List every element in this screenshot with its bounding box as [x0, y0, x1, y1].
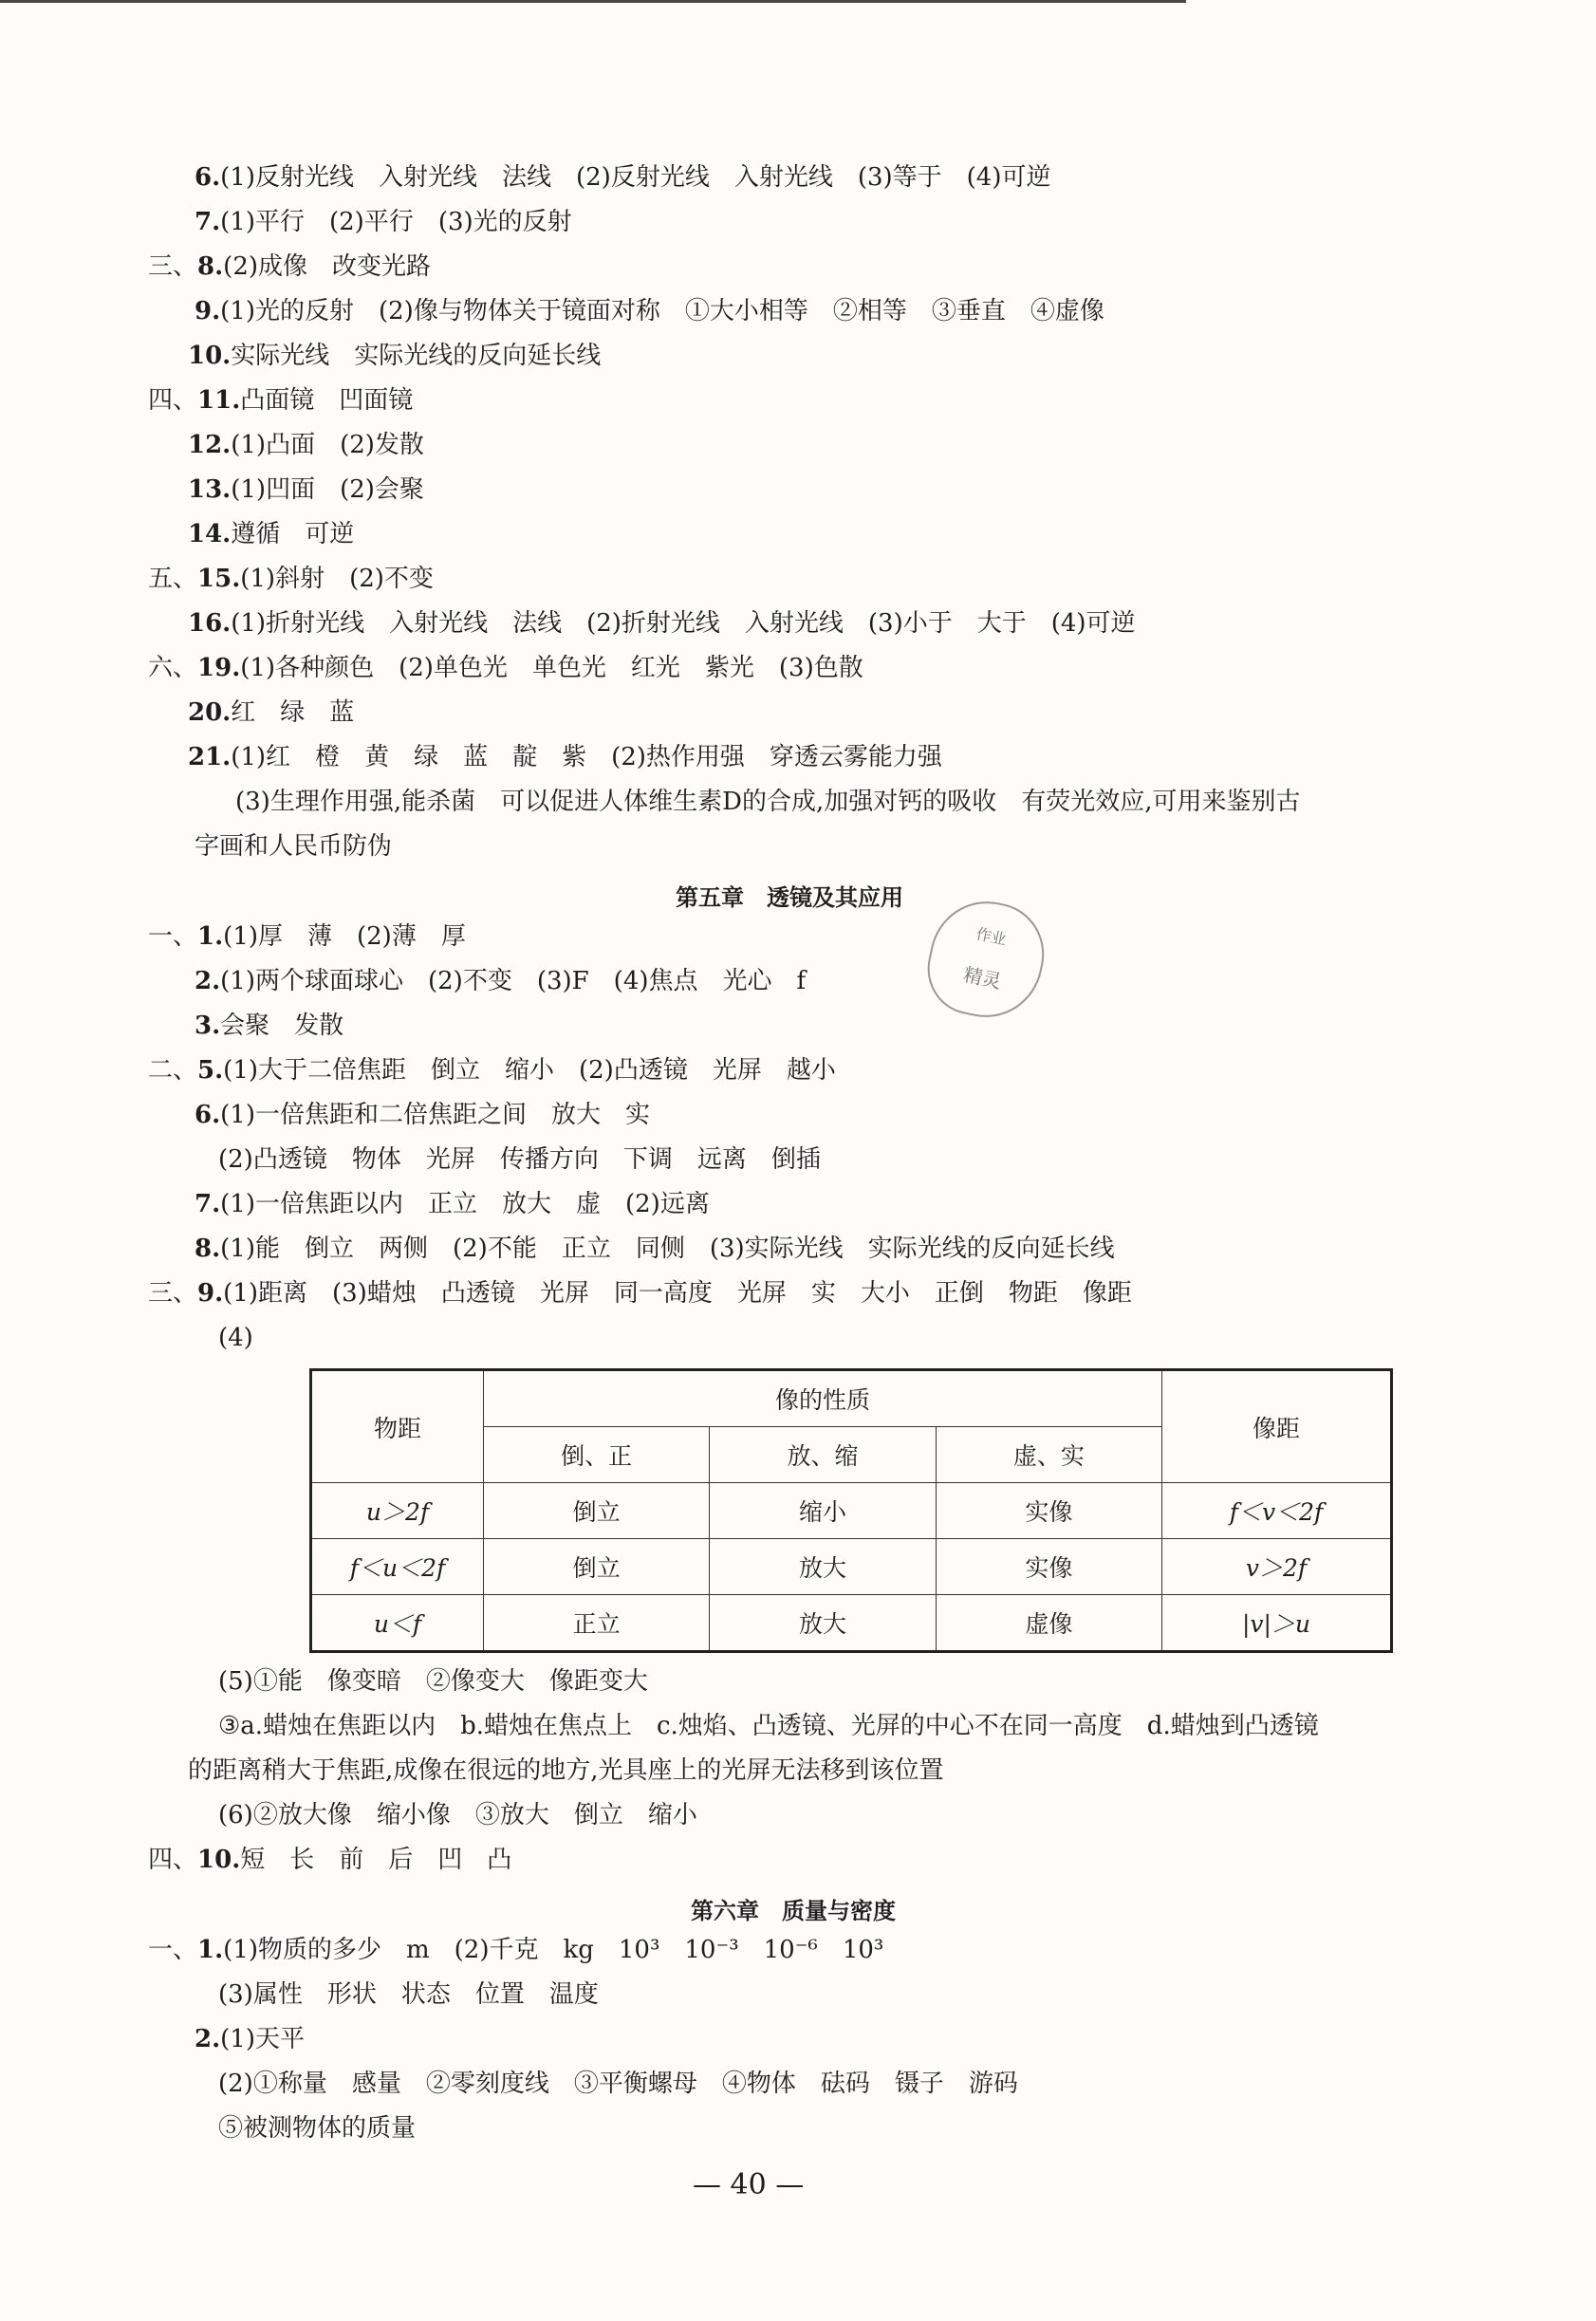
table-cell: u＜f	[311, 1595, 484, 1652]
answer-line: (4)	[218, 1324, 253, 1352]
answer-line: 四、11.凸面镜 凹面镜	[148, 386, 414, 415]
answer-line: 2.(1)天平	[195, 2025, 305, 2053]
table-cell: 缩小	[710, 1483, 936, 1539]
answer-line: 6.(1)一倍焦距和二倍焦距之间 放大 实	[195, 1101, 650, 1129]
table-cell: 正立	[484, 1595, 710, 1652]
table-cell: f＜v＜2f	[1162, 1483, 1392, 1539]
answer-line: 7.(1)平行 (2)平行 (3)光的反射	[195, 208, 572, 236]
table-subheader: 虚、实	[936, 1427, 1161, 1483]
answer-line: 字画和人民币防伪	[195, 832, 393, 861]
chapter6-title: 第六章 质量与密度	[691, 1898, 896, 1924]
page-number: — 40 —	[693, 2168, 805, 2201]
stamp-text: 作业	[974, 924, 1009, 949]
answer-line: (2)凸透镜 物体 光屏 传播方向 下调 远离 倒插	[218, 1145, 821, 1174]
table-cell: 放大	[710, 1539, 936, 1595]
table-header: 像距	[1162, 1370, 1392, 1483]
answer-line: 三、9.(1)距离 (3)蜡烛 凸透镜 光屏 同一高度 光屏 实 大小 正倒 物距 像距	[148, 1279, 1132, 1308]
answer-line: 14.遵循 可逆	[188, 520, 355, 548]
table-header: 像的性质	[484, 1370, 1162, 1427]
answer-line: (3)生理作用强,能杀菌 可以促进人体维生素D的合成,加强对钙的吸收 有荧光效应,可用来鉴别古	[235, 788, 1301, 816]
answer-line: 四、10.短 长 前 后 凹 凸	[148, 1846, 512, 1874]
table-cell: 虚像	[936, 1595, 1161, 1652]
answer-line: 21.(1)红 橙 黄 绿 蓝 靛 紫 (2)热作用强 穿透云雾能力强	[188, 743, 942, 771]
table-row	[311, 1595, 1392, 1652]
table-cell: 实像	[936, 1539, 1161, 1595]
table-row	[311, 1483, 1392, 1539]
table-header: 物距	[311, 1370, 484, 1483]
table-cell: 倒立	[484, 1539, 710, 1595]
table-cell: |v|＞u	[1162, 1595, 1392, 1652]
table-cell: f＜u＜2f	[311, 1539, 484, 1595]
chapter5-title: 第五章 透镜及其应用	[676, 884, 903, 911]
table-cell: 倒立	[484, 1483, 710, 1539]
seal-stamp	[919, 891, 1054, 1028]
answer-line: 7.(1)一倍焦距以内 正立 放大 虚 (2)远离	[195, 1190, 710, 1218]
stamp-text: 精灵	[961, 962, 1004, 993]
answer-line: 6.(1)反射光线 入射光线 法线 (2)反射光线 入射光线 (3)等于 (4)可逆	[195, 163, 1051, 192]
answer-line: 五、15.(1)斜射 (2)不变	[148, 565, 434, 593]
answer-line: 2.(1)两个球面球心 (2)不变 (3)F (4)焦点 光心 f	[195, 967, 807, 995]
table-cell: u＞2f	[311, 1483, 484, 1539]
table-cell: 实像	[936, 1483, 1161, 1539]
table-row	[311, 1539, 1392, 1595]
image-properties-table	[309, 1368, 1393, 1653]
answer-line: 12.(1)凸面 (2)发散	[188, 431, 424, 459]
table-cell: 放大	[710, 1595, 936, 1652]
answer-line: 一、1.(1)物质的多少 m (2)千克 kg 10³ 10⁻³ 10⁻⁶ 10³	[148, 1936, 884, 1964]
answer-line: (2)①称量 感量 ②零刻度线 ③平衡螺母 ④物体 砝码 镊子 游码	[218, 2070, 1018, 2098]
answer-line: 8.(1)能 倒立 两侧 (2)不能 正立 同侧 (3)实际光线 实际光线的反向延长线	[195, 1235, 1115, 1263]
table-subheader: 倒、正	[484, 1427, 710, 1483]
answer-line: 10.实际光线 实际光线的反向延长线	[188, 342, 602, 370]
answer-line: (6)②放大像 缩小像 ③放大 倒立 缩小	[218, 1801, 697, 1829]
answer-line: 9.(1)光的反射 (2)像与物体关于镜面对称 ①大小相等 ②相等 ③垂直 ④虚像	[195, 297, 1104, 325]
answer-line: (3)属性 形状 状态 位置 温度	[218, 1980, 599, 2009]
answer-line: ⑤被测物体的质量	[218, 2114, 417, 2143]
top-rule	[0, 0, 1186, 3]
answer-line: 六、19.(1)各种颜色 (2)单色光 单色光 红光 紫光 (3)色散	[148, 654, 863, 682]
answer-line: 的距离稍大于焦距,成像在很远的地方,光具座上的光屏无法移到该位置	[188, 1756, 944, 1785]
table-cell: v＞2f	[1162, 1539, 1392, 1595]
answer-line: 一、1.(1)厚 薄 (2)薄 厚	[148, 922, 466, 951]
table-subheader: 放、缩	[710, 1427, 936, 1483]
answer-line: 3.会聚 发散	[195, 1012, 344, 1040]
answer-line: ③a.蜡烛在焦距以内 b.蜡烛在焦点上 c.烛焰、凸透镜、光屏的中心不在同一高度 d.蜡烛到凸透镜	[218, 1712, 1319, 1740]
answer-line: 13.(1)凹面 (2)会聚	[188, 475, 424, 504]
answer-line: 二、5.(1)大于二倍焦距 倒立 缩小 (2)凸透镜 光屏 越小	[148, 1056, 836, 1085]
answer-line: 三、8.(2)成像 改变光路	[148, 252, 432, 281]
answer-line: 16.(1)折射光线 入射光线 法线 (2)折射光线 入射光线 (3)小于 大于 (4)可逆	[188, 609, 1136, 638]
answer-line: 20.红 绿 蓝	[188, 698, 355, 727]
answer-line: (5)①能 像变暗 ②像变大 像距变大	[218, 1667, 648, 1696]
